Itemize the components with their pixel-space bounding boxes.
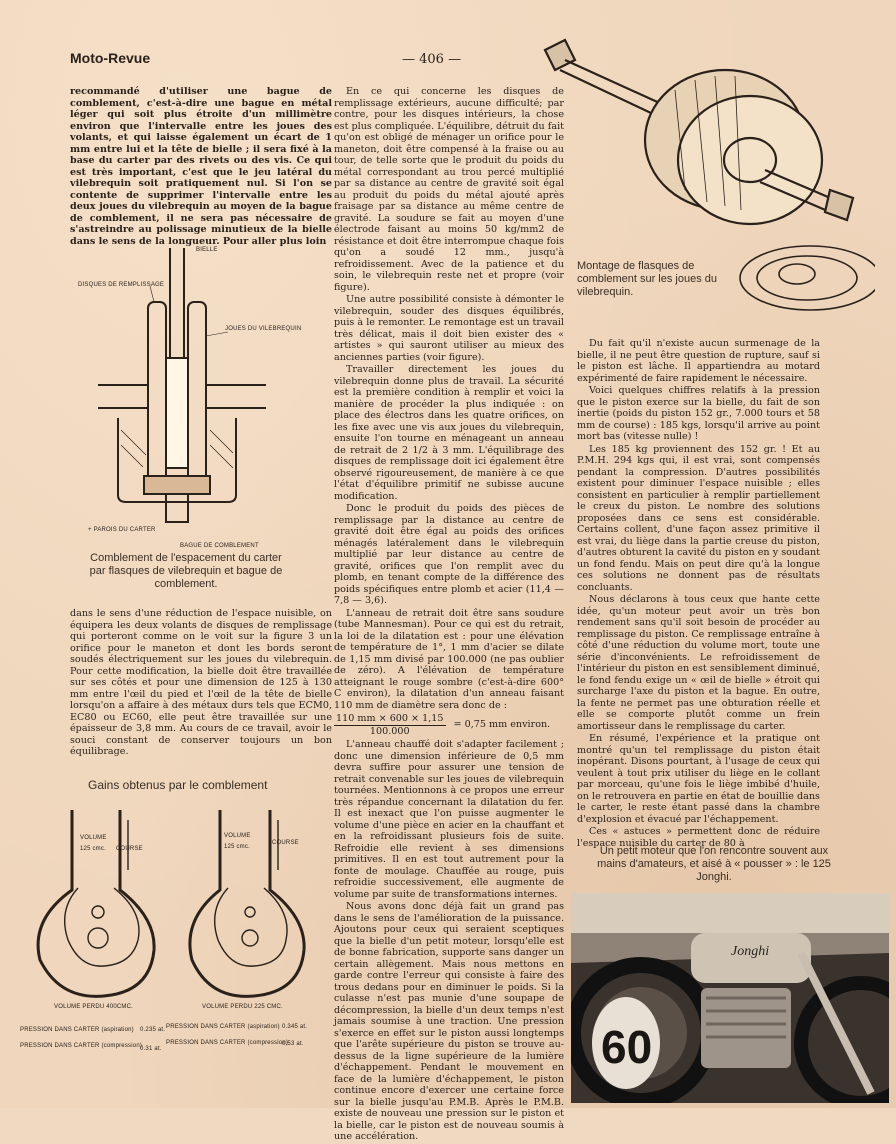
- pressure-compression-2-value: 0.53 at.: [282, 1041, 304, 1047]
- gains-figure: [20, 800, 330, 1000]
- pressure-compression-2: PRESSION DANS CARTER (compression): [166, 1040, 289, 1046]
- paragraph: L'anneau chauffé doit s'adapter facilement ; donc une dimension inférieure de 0,5 mm devra suffire pour assurer une tension de retrait convenable sur les joues de vilebrequin tournées. Mentionnons à ce propos une erreur très répandue concernant la dilatation du fer. Il est inexact que l'on puisse augmenter le volume d'une pièce en acier en la chauffant et en la refroidissant plusieurs fois de suite. Refroidie elle revient à ses dimensions primitives. Il en est tout autrement pour la fonte de moulage. Chauffée au rouge, puis refroidie successivement, elle augmente de volume par suite de transformations internes.: [334, 739, 564, 900]
- paragraph: recommandé d'utiliser une bague de comblement, c'est-à-dire une bague en métal léger qui soit plus étroite d'un millimètre environ que l'intervalle entre les joues des volants, et qui laisse également un écart de 1 mm entre lui et la tête de bielle ; il sera fixé à la base du carter par des rivets ou des vis. Ce qui est très important, c'est que le jeu latéral du vilebrequin soit pratiquement nul. Si l'on se contente de supprimer l'intervalle entre les deux joues du vilebrequin au moyen de la bague de comblement, il ne sera pas nécessaire de s'astreindre au polissage minutieux de la bielle dans le sens de la longueur. Pour aller plus loin: [70, 86, 332, 247]
- page-number: — 406 —: [402, 52, 462, 67]
- article-column-1-top: [70, 86, 332, 248]
- paragraph: En résumé, l'expérience et la pratique ont montré qu'un tel remplissage du piston était inopérant. Disons pourtant, à l'usage de ceux qui veulent à tout prix utiliser du liège en le collant par morceau, qu'une fois le liège imbibé d'huile, on le retrouvera en partie en état de bouillie dans le carter, le reste étant passé dans la chambre d'explosion et évacué par l'échappement.: [577, 733, 820, 825]
- paragraph: Voici quelques chiffres relatifs à la pression que le piston exerce sur la bielle, du fait de son inertie (poids du piston 152 gr., 7.000 tours et 58 mm de course) : 185 kgs, lorsqu'il arrive au point mort bas (vitesse nulle) !: [577, 385, 820, 442]
- formula-result: = 0,75 mm environ.: [453, 719, 551, 731]
- paragraph: Nous déclarons à tous ceux que hante cette idée, qu'un moteur peut avoir un très bon rendement sans qu'il soit besoin de procéder au remplissage du piston. Ce remplissage entraîne à côté d'une réduction du volume mort, toute une série d'inconvénients. Le refroidissement de l'intérieur du piston en est sensiblement diminué, le fond fendu exige un « œil de bielle » étroit qui surcharge l'axe du piston et la bague. En outre, la fente ne permet pas une obturation réelle et elle se comporte plutôt comme un frein amortisseur dans le remplissage du carter.: [577, 594, 820, 732]
- paragraph: En ce qui concerne les disques de remplissage extérieurs, aucune difficulté; par contre, pour les disques intérieurs, la chose est plus compliquée. L'équilibre, détruit du fait qu'on est obligé de ménager un orifice pour le maneton, doit être compensé à la fraise ou au tour, de telle sorte que le produit du poids du métal correspondant au trou percé multiplié par sa distance au centre de gravité soit égal au produit du poids du métal ajouté après fraisage par sa distance au même centre de gravité. La soudure se fait au moyen d'une électrode faisant au moins 50 kg/mm2 de résistance et doit être interrompue chaque fois qu'on a soudé 12 mm., jusqu'à refroidissement. Avec de la patience et du soin, le vilebrequin reste net et propre (voir figure).: [334, 86, 564, 293]
- gains-right-lost: VOLUME PERDU 225 CMC.: [202, 1004, 283, 1010]
- label-joues: JOUES DU VILEBREQUIN: [225, 326, 302, 332]
- paragraph: Une autre possibilité consiste à démonter le vilebrequin, souder des disques équilibrés, puis à le remonter. Le remontage est un travail très délicat, mais il doit bien exister des « artistes » qui sauront utiliser au mieux des anciennes parties (voir figure).: [334, 294, 564, 363]
- pressure-compression-1-value: 0.31 at.: [140, 1046, 162, 1052]
- pressure-aspiration-1-value: 0.235 at.: [140, 1027, 166, 1033]
- gains-right-volume: VOLUME: [224, 833, 251, 839]
- pressure-aspiration-2-value: 0.345 at.: [282, 1024, 308, 1030]
- figure-1-caption: Comblement de l'espacement du carter par flasques de vilebrequin et bague de comblement.: [89, 552, 283, 590]
- label-parois: + PAROIS DU CARTER: [88, 527, 156, 533]
- pressure-aspiration-1: PRESSION DANS CARTER (aspiration): [20, 1027, 134, 1033]
- dilatation-formula: [334, 713, 564, 737]
- gains-right-volume-value: 125 cmc.: [224, 844, 250, 850]
- paragraph: L'anneau de retrait doit être sans soudure (tube Mannesman). Pour ce qui est du retrait, la loi de la dilatation est : pour une élévation de température de 1°, 1 mm d'acier se dilate de 1,15 mm divisé par 100.000 (ne pas oublier de zéro). A l'élévation de température atteignant le rouge sombre (c'est-à-dire 600° C environ), la dilatation d'un anneau faisant 110 mm de diamètre sera donc de :: [334, 607, 564, 711]
- crankshaft-figure-caption: Montage de flasques de comblement sur les joues du vilebrequin.: [577, 260, 718, 298]
- race-number: 60: [601, 1021, 653, 1073]
- gains-right-course: COURSE: [272, 840, 299, 846]
- article-column-3: [577, 338, 820, 850]
- pressure-aspiration-2: PRESSION DANS CARTER (aspiration): [166, 1024, 280, 1030]
- pressure-compression-1: PRESSION DANS CARTER (compression): [20, 1043, 143, 1049]
- paragraph: Travailler directement les joues du vilebrequin donne plus de travail. La sécurité est la première condition à remplir et voici la manière de procéder la plus indiquée : on place des électros dans les quatre orifices, on les fixe avec une vis aux joues du vilebrequin, ensuite l'on tourne en ménageant un anneau de retrait de 2 1/2 à 3 mm. L'équilibrage des disques de remplissage doit ici également être observé rigoureusement, de manière à ce que l'état d'équilibre primitif ne subisse aucune modification.: [334, 364, 564, 502]
- label-bague: BAGUE DE COMBLEMENT: [180, 543, 259, 549]
- paragraph: Les 185 kg proviennent des 152 gr. ! Et au P.M.H. 294 kgs qui, il est vrai, sont compensés pendant la compression. D'autres possibilités existent pour diminuer l'espace nuisible ; elles consistent en particulier à remplir partiellement le creux du piston. Le nombre des solutions proposées dans ce sens est considérable. Certains collent, d'une façon assez primitive il est vrai, du liège dans la partie creuse du piston, d'autres obturent la cavité du piston en y soudant un fond fendu. Mais on peut dire qu'à la longue ces solutions ne donnent pas de résultats concluants.: [577, 443, 820, 593]
- jonghi-logo-text: Jonghi: [731, 944, 770, 959]
- paragraph: Nous avons donc déjà fait un grand pas dans le sens de l'amélioration de la puissance. Ajoutons pour ceux qui seraient sceptiques que la bielle d'un petit moteur, lorsqu'elle est de bonne fabrication, supporte sans danger un certain allègement. Mais nous mettons en garde contre l'erreur qui consiste à faire des trous dedans pour en diminuer le poids. Si la culasse n'est pas munie d'une soupape de décompression, la bielle d'un deux temps n'est jamais soumise à une traction. Une pression s'exerce en effet sur le piston aussi longtemps que l'arête supérieure du piston se trouve au-dessus de la ligne supérieure de la lumière d'échappement. Pendant le mouvement en face de la lumière d'échappement, le piston continue encore d'exercer une certaine force sur la bielle jusqu'au P.M.B. Après le P.M.B. existe de nouveau une pression sur le piston et la bielle, car le piston est de nouveau soumis à une accélération.: [334, 901, 564, 1142]
- article-column-1-bottom: [70, 608, 332, 759]
- label-bielle: BIELLE: [196, 247, 218, 253]
- motorcycle-photo-image: [571, 893, 889, 1103]
- article-column-2: [334, 86, 564, 1144]
- gains-left-course: COURSE: [116, 846, 143, 852]
- gains-left-volume-value: 125 cmc.: [80, 846, 106, 852]
- gains-left-volume: VOLUME: [80, 835, 107, 841]
- jonghi-photo-caption: Un petit moteur que l'on rencontre souvent aux mains d'amateurs, et aisé à « pousser » : le 125 Jonghi.: [597, 845, 831, 883]
- gains-caption: Gains obtenus par le comblement: [88, 778, 268, 792]
- motorcycle-photo: [571, 893, 889, 1103]
- formula-denominator: 100.000: [369, 725, 410, 737]
- paragraph: dans le sens d'une réduction de l'espace nuisible, on équipera les deux volants de disques de remplissage qui porteront comme on le voit sur la figure 3 un orifice pour le maneton et dont les bords seront soudés électriquement sur les joues du vilebrequin. Pour cette modification, la bielle doit être travaillée sur ses côtés et pour une dimension de 125 à 130 mm entre l'œil du pied et l'œil de la tête de bielle lorsqu'on a affaire à des métaux durs tels que ECM0, EC80 ou EC60, elle peut être travaillée sur une épaisseur de 3,8 mm. Au cours de ce travail, avoir le souci constant de conserver toujours un bon équilibrage.: [70, 608, 332, 757]
- paragraph: Ces « astuces » permettent donc de réduire l'espace nuisible du carter de 80 à: [577, 826, 820, 849]
- paragraph: Donc le produit du poids des pièces de remplissage par la distance au centre de gravité doit être égal au poids des orifices ménagés latéralement dans le vilebrequin multiplié par leur distance au centre de gravité, orifices que l'on remplit avec du plomb, en tenant compte de la différence des poids spécifiques entre plomb et acier (11,4 — 7,8 — 3,6).: [334, 503, 564, 606]
- gains-left-lost: VOLUME PERDU 400CMC.: [54, 1004, 134, 1010]
- formula-numerator: 110 mm × 600 × 1,15: [336, 713, 444, 724]
- label-disques: DISQUES DE REMPLISSAGE: [78, 282, 165, 288]
- paragraph: Du fait qu'il n'existe aucun surmenage de la bielle, il ne peut être question de rupture, sauf si le piston est lâche. Il appartiendra au motard expérimenté de faire rapidement le nécessaire.: [577, 338, 820, 384]
- magazine-title: Moto-Revue: [70, 50, 151, 66]
